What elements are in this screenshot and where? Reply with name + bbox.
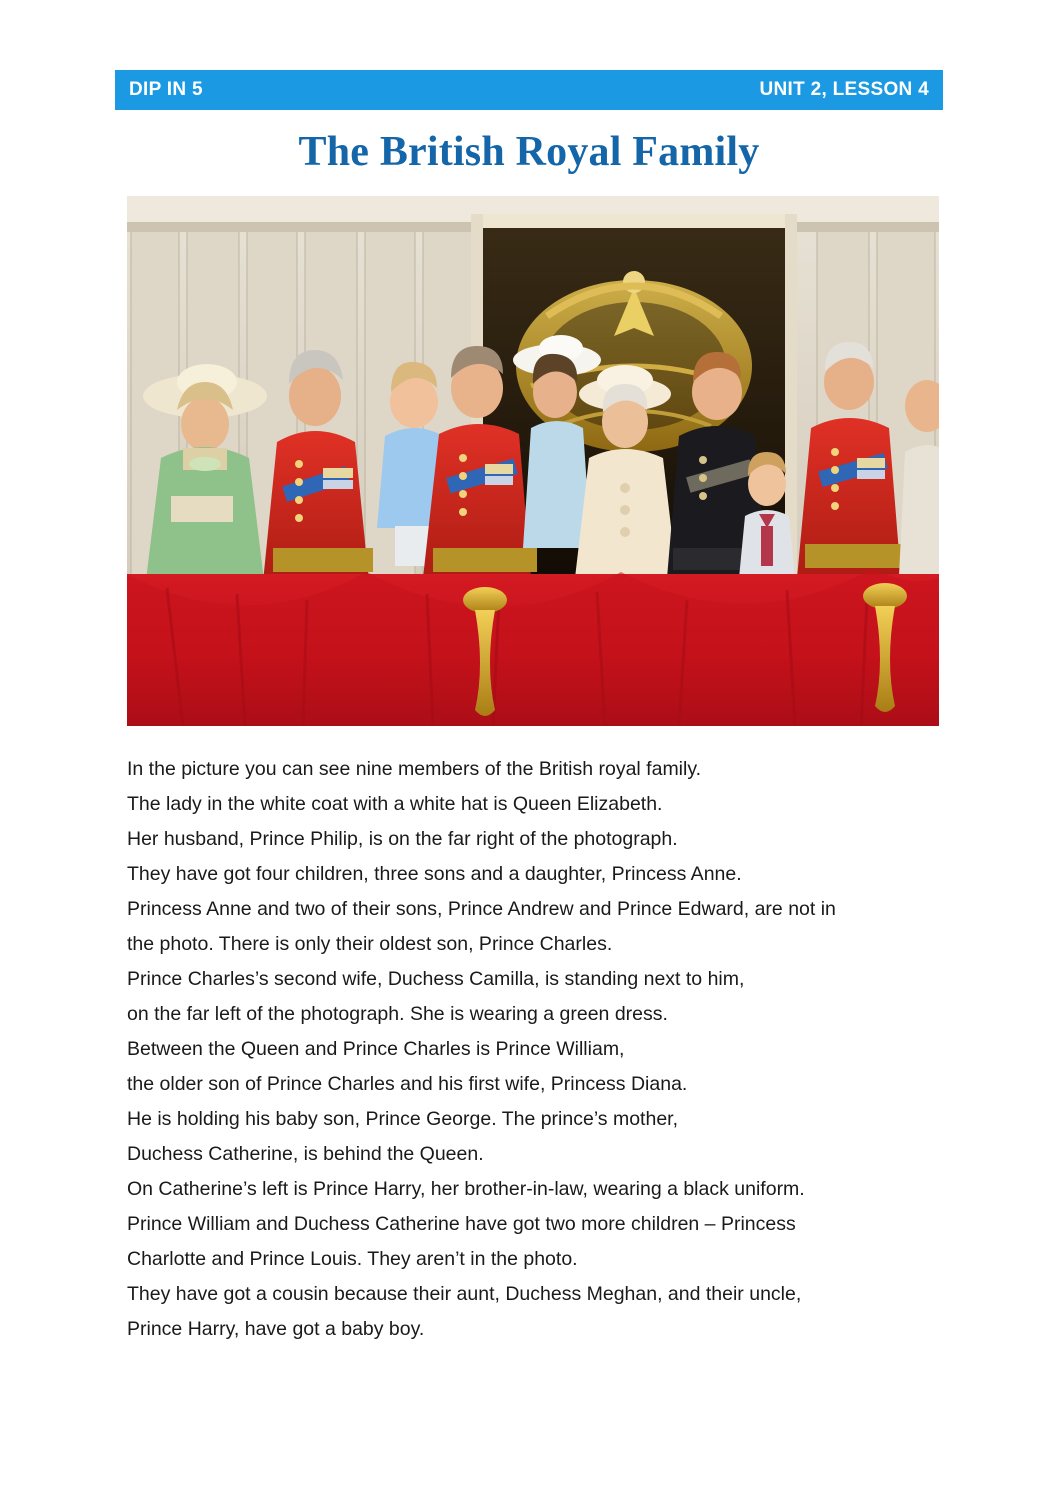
lesson-body-text bbox=[127, 752, 957, 1347]
body-line: on the far left of the photograph. She is wearing a green dress. bbox=[127, 1003, 668, 1025]
body-line: In the picture you can see nine members of the British royal family. bbox=[127, 758, 702, 780]
body-line: The lady in the white coat with a white hat is Queen Elizabeth. bbox=[127, 793, 663, 815]
header-bar bbox=[115, 70, 943, 110]
body-line: the older son of Prince Charles and his first wife, Princess Diana. bbox=[127, 1073, 688, 1095]
body-line: Between the Queen and Prince Charles is Prince William, bbox=[127, 1038, 625, 1060]
header-series-label: DIP IN 5 bbox=[129, 79, 203, 100]
page-title: The British Royal Family bbox=[298, 129, 760, 175]
royal-family-photo bbox=[127, 196, 939, 726]
body-line: Duchess Catherine, is behind the Queen. bbox=[127, 1143, 484, 1165]
body-line: They have got a cousin because their aunt, Duchess Meghan, and their uncle, bbox=[127, 1283, 802, 1305]
body-line: They have got four children, three sons and a daughter, Princess Anne. bbox=[127, 863, 742, 885]
figure-queen bbox=[575, 365, 677, 578]
body-line: Prince William and Duchess Catherine have got two more children – Princess bbox=[127, 1213, 796, 1235]
body-line: Her husband, Prince Philip, is on the far right of the photograph. bbox=[127, 828, 678, 850]
body-line: Charlotte and Prince Louis. They aren’t in the photo. bbox=[127, 1248, 578, 1270]
photo-illustration bbox=[127, 196, 939, 726]
figure-camilla bbox=[143, 364, 267, 588]
body-line: Prince Charles’s second wife, Duchess Camilla, is standing next to him, bbox=[127, 968, 745, 990]
body-line: Prince Harry, have got a baby boy. bbox=[127, 1318, 425, 1340]
body-line: On Catherine’s left is Prince Harry, her brother-in-law, wearing a black uniform. bbox=[127, 1178, 805, 1200]
body-line: the photo. There is only their oldest son, Prince Charles. bbox=[127, 933, 613, 955]
header-unit-lesson-label: UNIT 2, LESSON 4 bbox=[759, 79, 929, 100]
body-line: He is holding his baby son, Prince George. The prince’s mother, bbox=[127, 1108, 678, 1130]
body-line: Princess Anne and two of their sons, Prince Andrew and Prince Edward, are not in bbox=[127, 898, 836, 920]
